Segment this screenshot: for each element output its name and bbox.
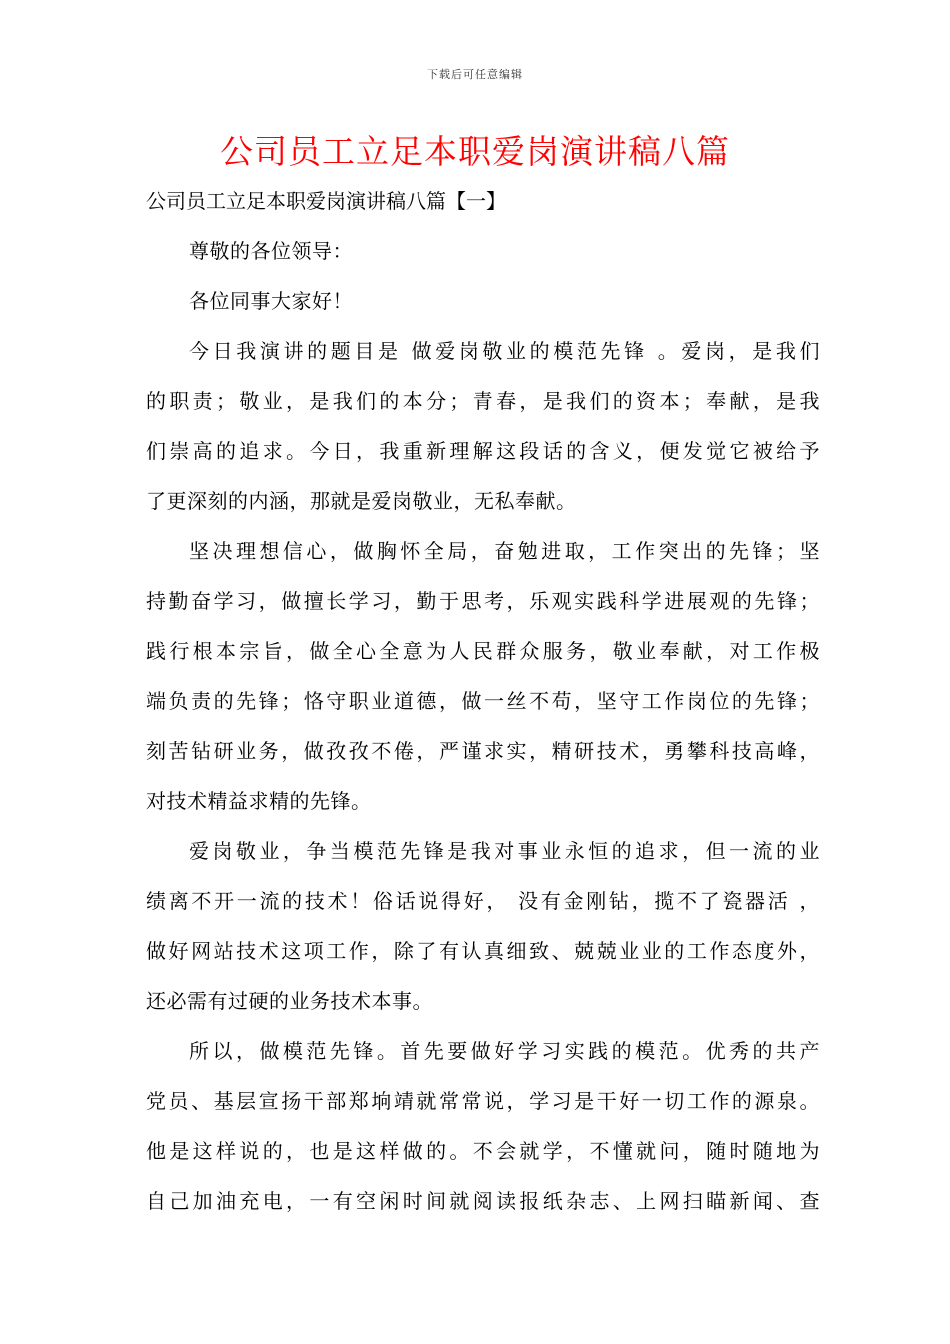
paragraph-line: 他是这样说的，也是这样做的。不会就学，不懂就问，随时随地为	[146, 1139, 820, 1163]
paragraph-line: 的职责；敬业，是我们的本分；青春，是我们的资本；奉献，是我	[146, 389, 820, 413]
paragraph-line: 们崇高的追求。今日，我重新理解这段话的含义，便发觉它被给予	[146, 439, 820, 463]
paragraph-line: 爱岗敬业，争当模范先锋是我对事业永恒的追求，但一流的业	[189, 839, 820, 863]
salutation-line: 尊敬的各位领导：	[189, 239, 353, 263]
paragraph-line: 自己加油充电，一有空闲时间就阅读报纸杂志、上网扫瞄新闻、查	[146, 1189, 820, 1213]
paragraph-line: 刻苦钻研业务，做孜孜不倦，严谨求实，精研技术，勇攀科技高峰，	[146, 739, 820, 763]
paragraph-line: 做好网站技术这项工作，除了有认真细致、兢兢业业的工作态度外，	[146, 939, 820, 963]
section-title: 公司员工立足本职爱岗演讲稿八篇【一】	[146, 189, 506, 213]
paragraph-line: 今日我演讲的题目是 做爱岗敬业的模范先锋 。爱岗，是我们	[189, 339, 820, 363]
paragraph-line: 对技术精益求精的先锋。	[146, 789, 372, 813]
header-note: 下载后可任意编辑	[427, 68, 523, 81]
paragraph-line: 所以，做模范先锋。首先要做好学习实践的模范。优秀的共产	[189, 1039, 820, 1063]
paragraph-line: 党员、基层宣扬干部郑垧靖就常常说，学习是干好一切工作的源泉。	[146, 1089, 820, 1113]
paragraph-line: 端负责的先锋；恪守职业道德，做一丝不苟，坚守工作岗位的先锋；	[146, 689, 820, 713]
greeting-line: 各位同事大家好！	[189, 289, 353, 313]
paragraph-line: 还必需有过硬的业务技术本事。	[146, 989, 433, 1013]
paragraph-line: 绩离不开一流的技术！俗话说得好， 没有金刚钻，揽不了瓷器活 ，	[146, 889, 820, 913]
paragraph-line: 践行根本宗旨，做全心全意为人民群众服务，敬业奉献，对工作极	[146, 639, 820, 663]
document-title: 公司员工立足本职爱岗演讲稿八篇	[220, 132, 730, 171]
paragraph-line: 持勤奋学习，做擅长学习，勤于思考，乐观实践科学进展观的先锋；	[146, 589, 820, 613]
paragraph-line: 了更深刻的内涵，那就是爱岗敬业，无私奉献。	[146, 489, 577, 513]
paragraph-line: 坚决理想信心，做胸怀全局，奋勉进取，工作突出的先锋；坚	[189, 539, 820, 563]
